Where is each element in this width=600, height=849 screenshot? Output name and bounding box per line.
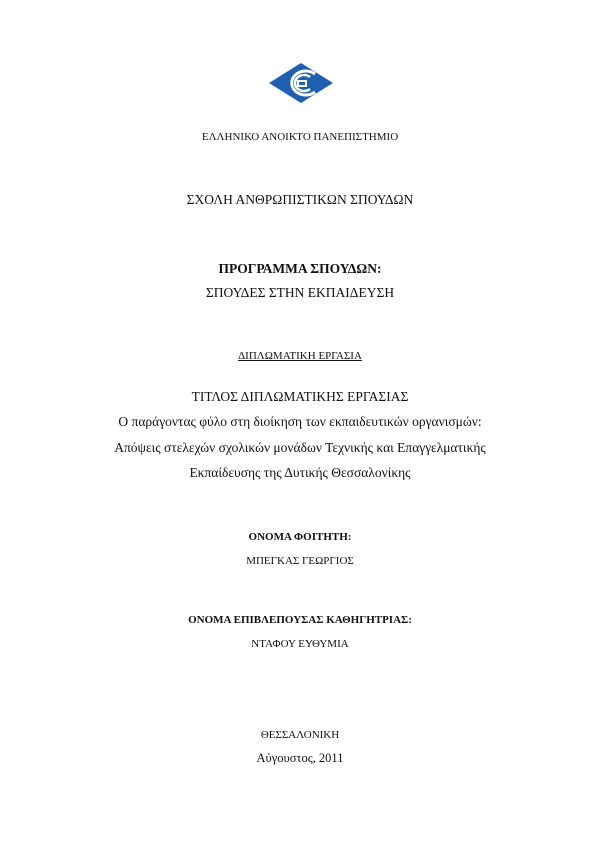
supervisor-label: ΟΝΟΜΑ ΕΠΙΒΛΕΠΟΥΣΑΣ ΚΑΘΗΓΗΤΡΙΑΣ: [188,614,412,626]
university-name: ΕΛΛΗΝΙΚΟ ΑΝΟΙΚΤΟ ΠΑΝΕΠΙΣΤΗΜΙΟ [201,131,399,143]
school-name: ΣΧΟΛΗ ΑΝΘΡΩΠΙΣΤΙΚΩΝ ΣΠΟΥΔΩΝ [186,192,414,207]
program-heading: ΠΡΟΓΡΑΜΜΑ ΣΠΟΥΔΩΝ: [218,261,382,276]
thesis-type: ΔΙΠΛΩΜΑΤΙΚΗ ΕΡΓΑΣΙΑ [238,350,362,362]
thesis-title-line: Εκπαίδευσης της Δυτικής Θεσσαλονίκης [189,465,411,480]
supervisor-name: ΝΤΑΦΟΥ ΕΥΘΥΜΙΑ [251,638,349,650]
student-name: ΜΠΕΓΚΑΣ ΓΕΩΡΓΙΟΣ [246,555,354,567]
place: ΘΕΣΣΑΛΟΝΙΚΗ [260,729,340,741]
date: Αύγουστος, 2011 [256,751,344,765]
student-label: ΟΝΟΜΑ ΦΟΙΤΗΤΗ: [248,531,352,543]
thesis-title-heading: ΤΙΤΛΟΣ ΔΙΠΛΩΜΑΤΙΚΗΣ ΕΡΓΑΣΙΑΣ [191,389,409,404]
thesis-title-line: Ο παράγοντας φύλο στη διοίκηση των εκπαιδευτικών οργανισμών: [118,414,482,429]
program-name: ΣΠΟΥΔΕΣ ΣΤΗΝ ΕΚΠΑΙΔΕΥΣΗ [205,285,395,300]
thesis-title-line: Απόψεις στελεχών σχολικών μονάδων Τεχνικής και Επαγγελματικής [114,440,486,455]
university-logo-icon [268,62,334,104]
